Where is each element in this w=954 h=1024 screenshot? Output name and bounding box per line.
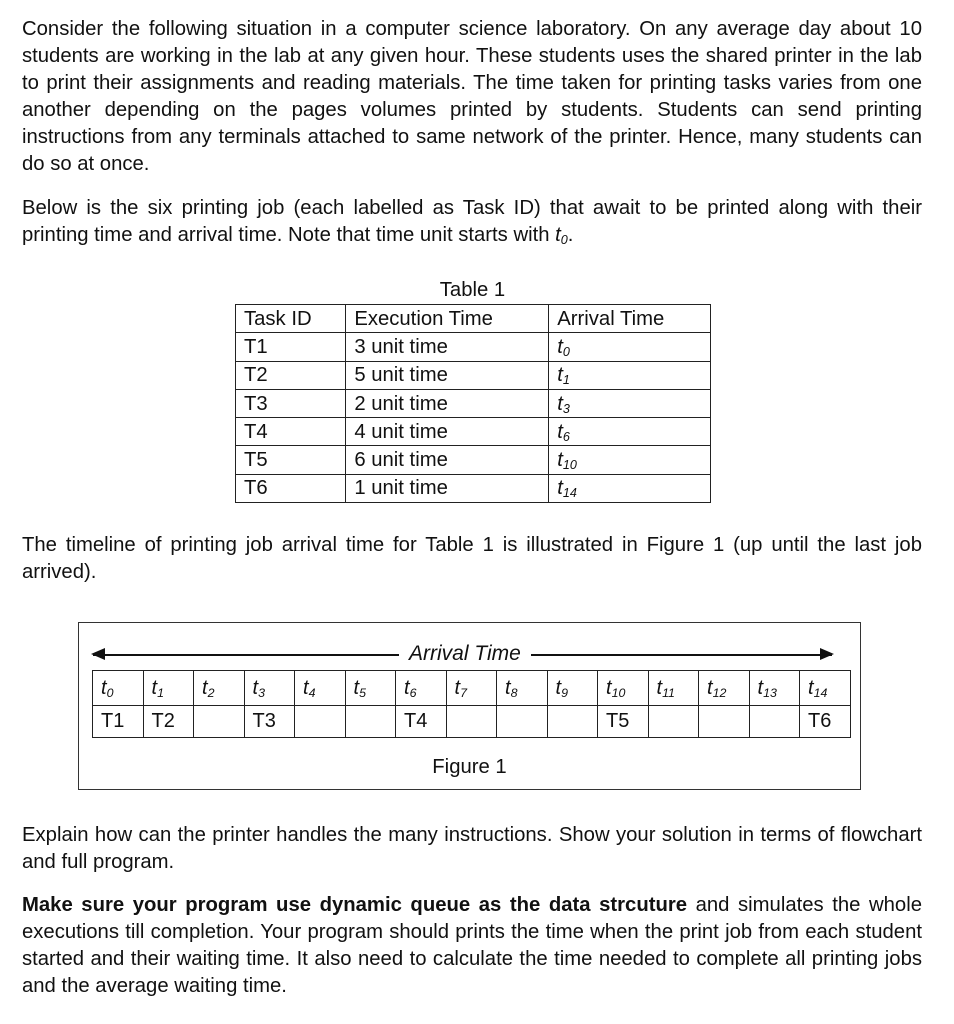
- time-subscript: 4: [308, 685, 316, 700]
- time-base: t: [557, 335, 563, 358]
- task-cell: [345, 706, 396, 738]
- time-base: t: [656, 676, 663, 699]
- time-subscript: 3: [562, 401, 570, 416]
- task-id: T3: [236, 389, 346, 417]
- time-subscript: 1: [562, 373, 570, 388]
- task-cell: T5: [598, 706, 649, 738]
- time-base: t: [202, 676, 208, 699]
- timeline-intro: The timeline of printing job arrival time for Table 1 is illustrated in Figure 1 (up until the last job arrived).: [22, 534, 922, 583]
- time-subscript: 6: [562, 429, 570, 444]
- time-subscript: 14: [562, 486, 577, 501]
- explain-paragraph: Explain how can the printer handles the many instructions. Show your solution in terms of flowchart and full program.: [22, 824, 922, 873]
- task-id: T2: [236, 361, 346, 389]
- time-base: t: [707, 676, 713, 699]
- arrival-time: [549, 361, 711, 389]
- time-cell: [194, 671, 245, 706]
- time-cell: [497, 671, 548, 706]
- time-subscript: 11: [662, 685, 675, 700]
- task-row: [93, 706, 851, 738]
- task-cell: T6: [800, 706, 851, 738]
- time-base: t: [454, 676, 461, 699]
- table-row: [236, 361, 711, 389]
- table-header-row: [236, 305, 711, 333]
- time-cell: [295, 671, 346, 706]
- task-table: [235, 304, 711, 503]
- time-cell: [648, 671, 699, 706]
- table-row: [236, 389, 711, 417]
- time-base: t: [404, 676, 410, 699]
- time-base: t: [757, 676, 764, 699]
- header-task-id: Task ID: [236, 305, 346, 333]
- time-subscript: 10: [562, 458, 577, 473]
- arrival-time: [549, 333, 711, 361]
- execution-time: 3 unit time: [346, 333, 549, 361]
- time-cell: [446, 671, 497, 706]
- task-list-intro: [22, 195, 922, 249]
- task-cell: T1: [93, 706, 144, 738]
- time-cell: [547, 671, 598, 706]
- task-cell: [547, 706, 598, 738]
- time-cell: [345, 671, 396, 706]
- time-base: t: [808, 676, 814, 699]
- task-cell: [749, 706, 800, 738]
- table-row: [236, 474, 711, 502]
- time-cell: [93, 671, 144, 706]
- time-subscript: 0: [562, 345, 570, 360]
- time-subscript: 3: [258, 685, 265, 700]
- period: .: [567, 224, 574, 246]
- execution-time: 2 unit time: [346, 389, 549, 417]
- time-subscript: 13: [763, 685, 777, 700]
- time-row: [93, 671, 851, 706]
- time-base: t: [557, 420, 563, 443]
- task-cell: [699, 706, 750, 738]
- task-cell: [446, 706, 497, 738]
- task-id: T6: [236, 474, 346, 502]
- task-cell: T2: [143, 706, 194, 738]
- execution-time: 6 unit time: [346, 446, 549, 474]
- arrow-left-icon: [91, 648, 105, 660]
- time-cell: [699, 671, 750, 706]
- task-cell: [194, 706, 245, 738]
- header-arrival-time: Arrival Time: [549, 305, 711, 333]
- time-base: t: [557, 449, 563, 472]
- figure-caption: Figure 1: [432, 756, 507, 778]
- requirement-text: and simulates the whole executions till completion. Your program should prints the time when the print job from each student started and their waiting time. It also need to calculate the time needed to complete all printing jobs and the average waiting time.: [22, 894, 922, 997]
- time-subscript: 8: [510, 685, 518, 700]
- requirement-paragraph: [22, 892, 922, 1000]
- execution-time: 4 unit time: [346, 418, 549, 446]
- intro-paragraph: Consider the following situation in a computer science laboratory. On any average day about 10 students are working in the lab at any given hour. These students uses the shared printer in the lab to print their assignments and reading materials. The time taken for printing tasks varies from one another depending on the pages volumes printed by students. Students can send printing instructions from any terminals attached to same network of the printer. Hence, many students can do so at once.: [22, 18, 922, 175]
- time-cell: [598, 671, 649, 706]
- time-symbol: [555, 224, 568, 246]
- table-row: [236, 418, 711, 446]
- task-list-intro-text: Below is the six printing job (each labelled as Task ID) that await to be printed along with their printing time and arrival time. Note that time unit starts with: [22, 197, 922, 246]
- time-cell: [800, 671, 851, 706]
- time-subscript: 6: [409, 685, 417, 700]
- time-subscript: 10: [611, 685, 626, 700]
- task-cell: T3: [244, 706, 295, 738]
- time-cell: [143, 671, 194, 706]
- execution-time: 1 unit time: [346, 474, 549, 502]
- time-base: t: [101, 676, 107, 699]
- axis-label: Arrival Time: [399, 639, 531, 669]
- task-cell: [648, 706, 699, 738]
- time-subscript: 14: [813, 685, 828, 700]
- execution-time: 5 unit time: [346, 361, 549, 389]
- time-base: t: [353, 676, 360, 699]
- time-base: t: [303, 676, 309, 699]
- time-base: t: [555, 676, 562, 699]
- task-id: T1: [236, 333, 346, 361]
- time-subscript: 9: [561, 685, 568, 700]
- arrival-time: [549, 446, 711, 474]
- time-subscript: 0: [560, 233, 568, 248]
- table-row: [236, 333, 711, 361]
- arrival-time: [549, 474, 711, 502]
- time-base: t: [557, 392, 563, 415]
- arrival-time: [549, 418, 711, 446]
- time-base: t: [606, 676, 612, 699]
- arrival-time: [549, 389, 711, 417]
- figure-timeline: [78, 622, 861, 790]
- time-base: t: [555, 224, 561, 246]
- task-cell: [497, 706, 548, 738]
- time-base: t: [557, 477, 563, 500]
- time-subscript: 5: [359, 685, 366, 700]
- time-cell: [749, 671, 800, 706]
- time-base: t: [151, 676, 158, 699]
- arrow-right-icon: [820, 648, 834, 660]
- time-subscript: 12: [712, 685, 727, 700]
- time-base: t: [557, 364, 563, 387]
- time-cell: [244, 671, 295, 706]
- time-cell: [396, 671, 447, 706]
- table-title: Table 1: [439, 279, 506, 301]
- time-base: t: [505, 676, 511, 699]
- task-cell: T4: [396, 706, 447, 738]
- time-subscript: 0: [106, 685, 114, 700]
- table-row: [236, 446, 711, 474]
- time-subscript: 1: [157, 685, 164, 700]
- header-execution-time: Execution Time: [346, 305, 549, 333]
- task-cell: [295, 706, 346, 738]
- time-base: t: [252, 676, 259, 699]
- time-subscript: 7: [460, 685, 467, 700]
- task-id: T4: [236, 418, 346, 446]
- task-id: T5: [236, 446, 346, 474]
- requirement-bold: Make sure your program use dynamic queue as the data strcuture: [22, 894, 688, 916]
- timeline-grid: [92, 670, 851, 738]
- time-subscript: 2: [207, 685, 215, 700]
